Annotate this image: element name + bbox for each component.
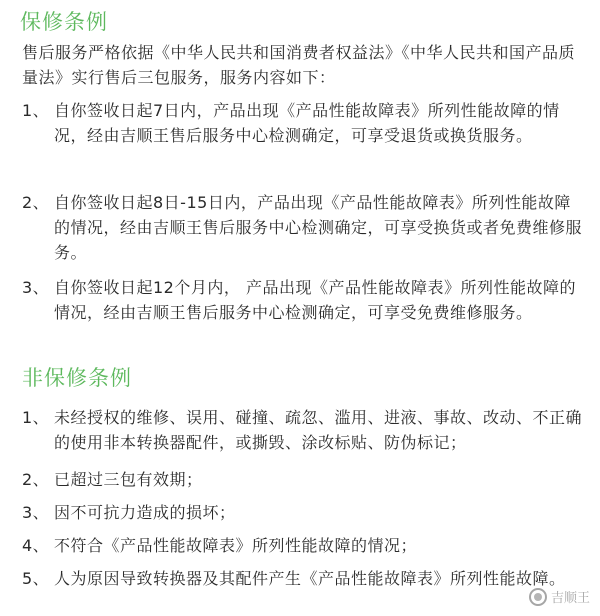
- item-text: 已超过三包有效期；: [54, 470, 203, 489]
- wechat-icon: [529, 588, 547, 606]
- watermark-text: 吉顺王: [550, 591, 590, 606]
- non-warranty-item: [22, 533, 582, 558]
- item-text: 自你签收日起7日内，产品出现《产品性能故障表》所列性能故障的情况，经由吉顺王售后服务中心检测确定，可享受退货或换货服务。: [54, 101, 560, 145]
- item-number: 1、: [22, 408, 50, 427]
- item-text: 未经授权的维修、误用、碰撞、疏忽、滥用、进液、事故、改动、不正确的使用非本转换器配件，或撕毁、涂改标贴、防伪标记；: [54, 408, 583, 452]
- item-text: 自你签收日起12个月内， 产品出现《产品性能故障表》所列性能故障的情况，经由吉顺王售后服务中心检测确定，可享受免费维修服务。: [54, 278, 576, 322]
- watermark: [529, 587, 590, 606]
- warranty-item: [22, 275, 582, 350]
- item-number: 2、: [22, 470, 50, 489]
- item-number: 4、: [22, 536, 50, 555]
- non-warranty-item: [22, 500, 582, 525]
- intro-paragraph: 售后服务严格依据《中华人民共和国消费者权益法》《中华人民共和国产品质量法》实行售后三包服务，服务内容如下：: [22, 43, 576, 87]
- item-number: 5、: [22, 569, 50, 588]
- warranty-item: [22, 98, 582, 173]
- item-number: 1、: [22, 101, 50, 120]
- item-text: 人为原因导致转换器及其配件产生《产品性能故障表》所列性能故障。: [54, 569, 566, 588]
- item-text: 因不可抗力造成的损坏；: [54, 503, 236, 522]
- item-number: 2、: [22, 193, 50, 212]
- warranty-section-title: 保修条例: [20, 10, 108, 34]
- item-text: 自你签收日起8日-15日内，产品出现《产品性能故障表》所列性能故障的情况，经由吉顺王售后服务中心检测确定，可享受换货或者免费维修服务。: [54, 193, 583, 262]
- item-number: 3、: [22, 278, 50, 297]
- item-number: 3、: [22, 503, 50, 522]
- non-warranty-section-title: 非保修条例: [22, 366, 132, 390]
- warranty-item: [22, 190, 582, 265]
- non-warranty-item: [22, 405, 582, 455]
- non-warranty-item: [22, 566, 582, 616]
- non-warranty-item: [22, 467, 582, 492]
- item-text: 不符合《产品性能故障表》所列性能故障的情况；: [54, 536, 418, 555]
